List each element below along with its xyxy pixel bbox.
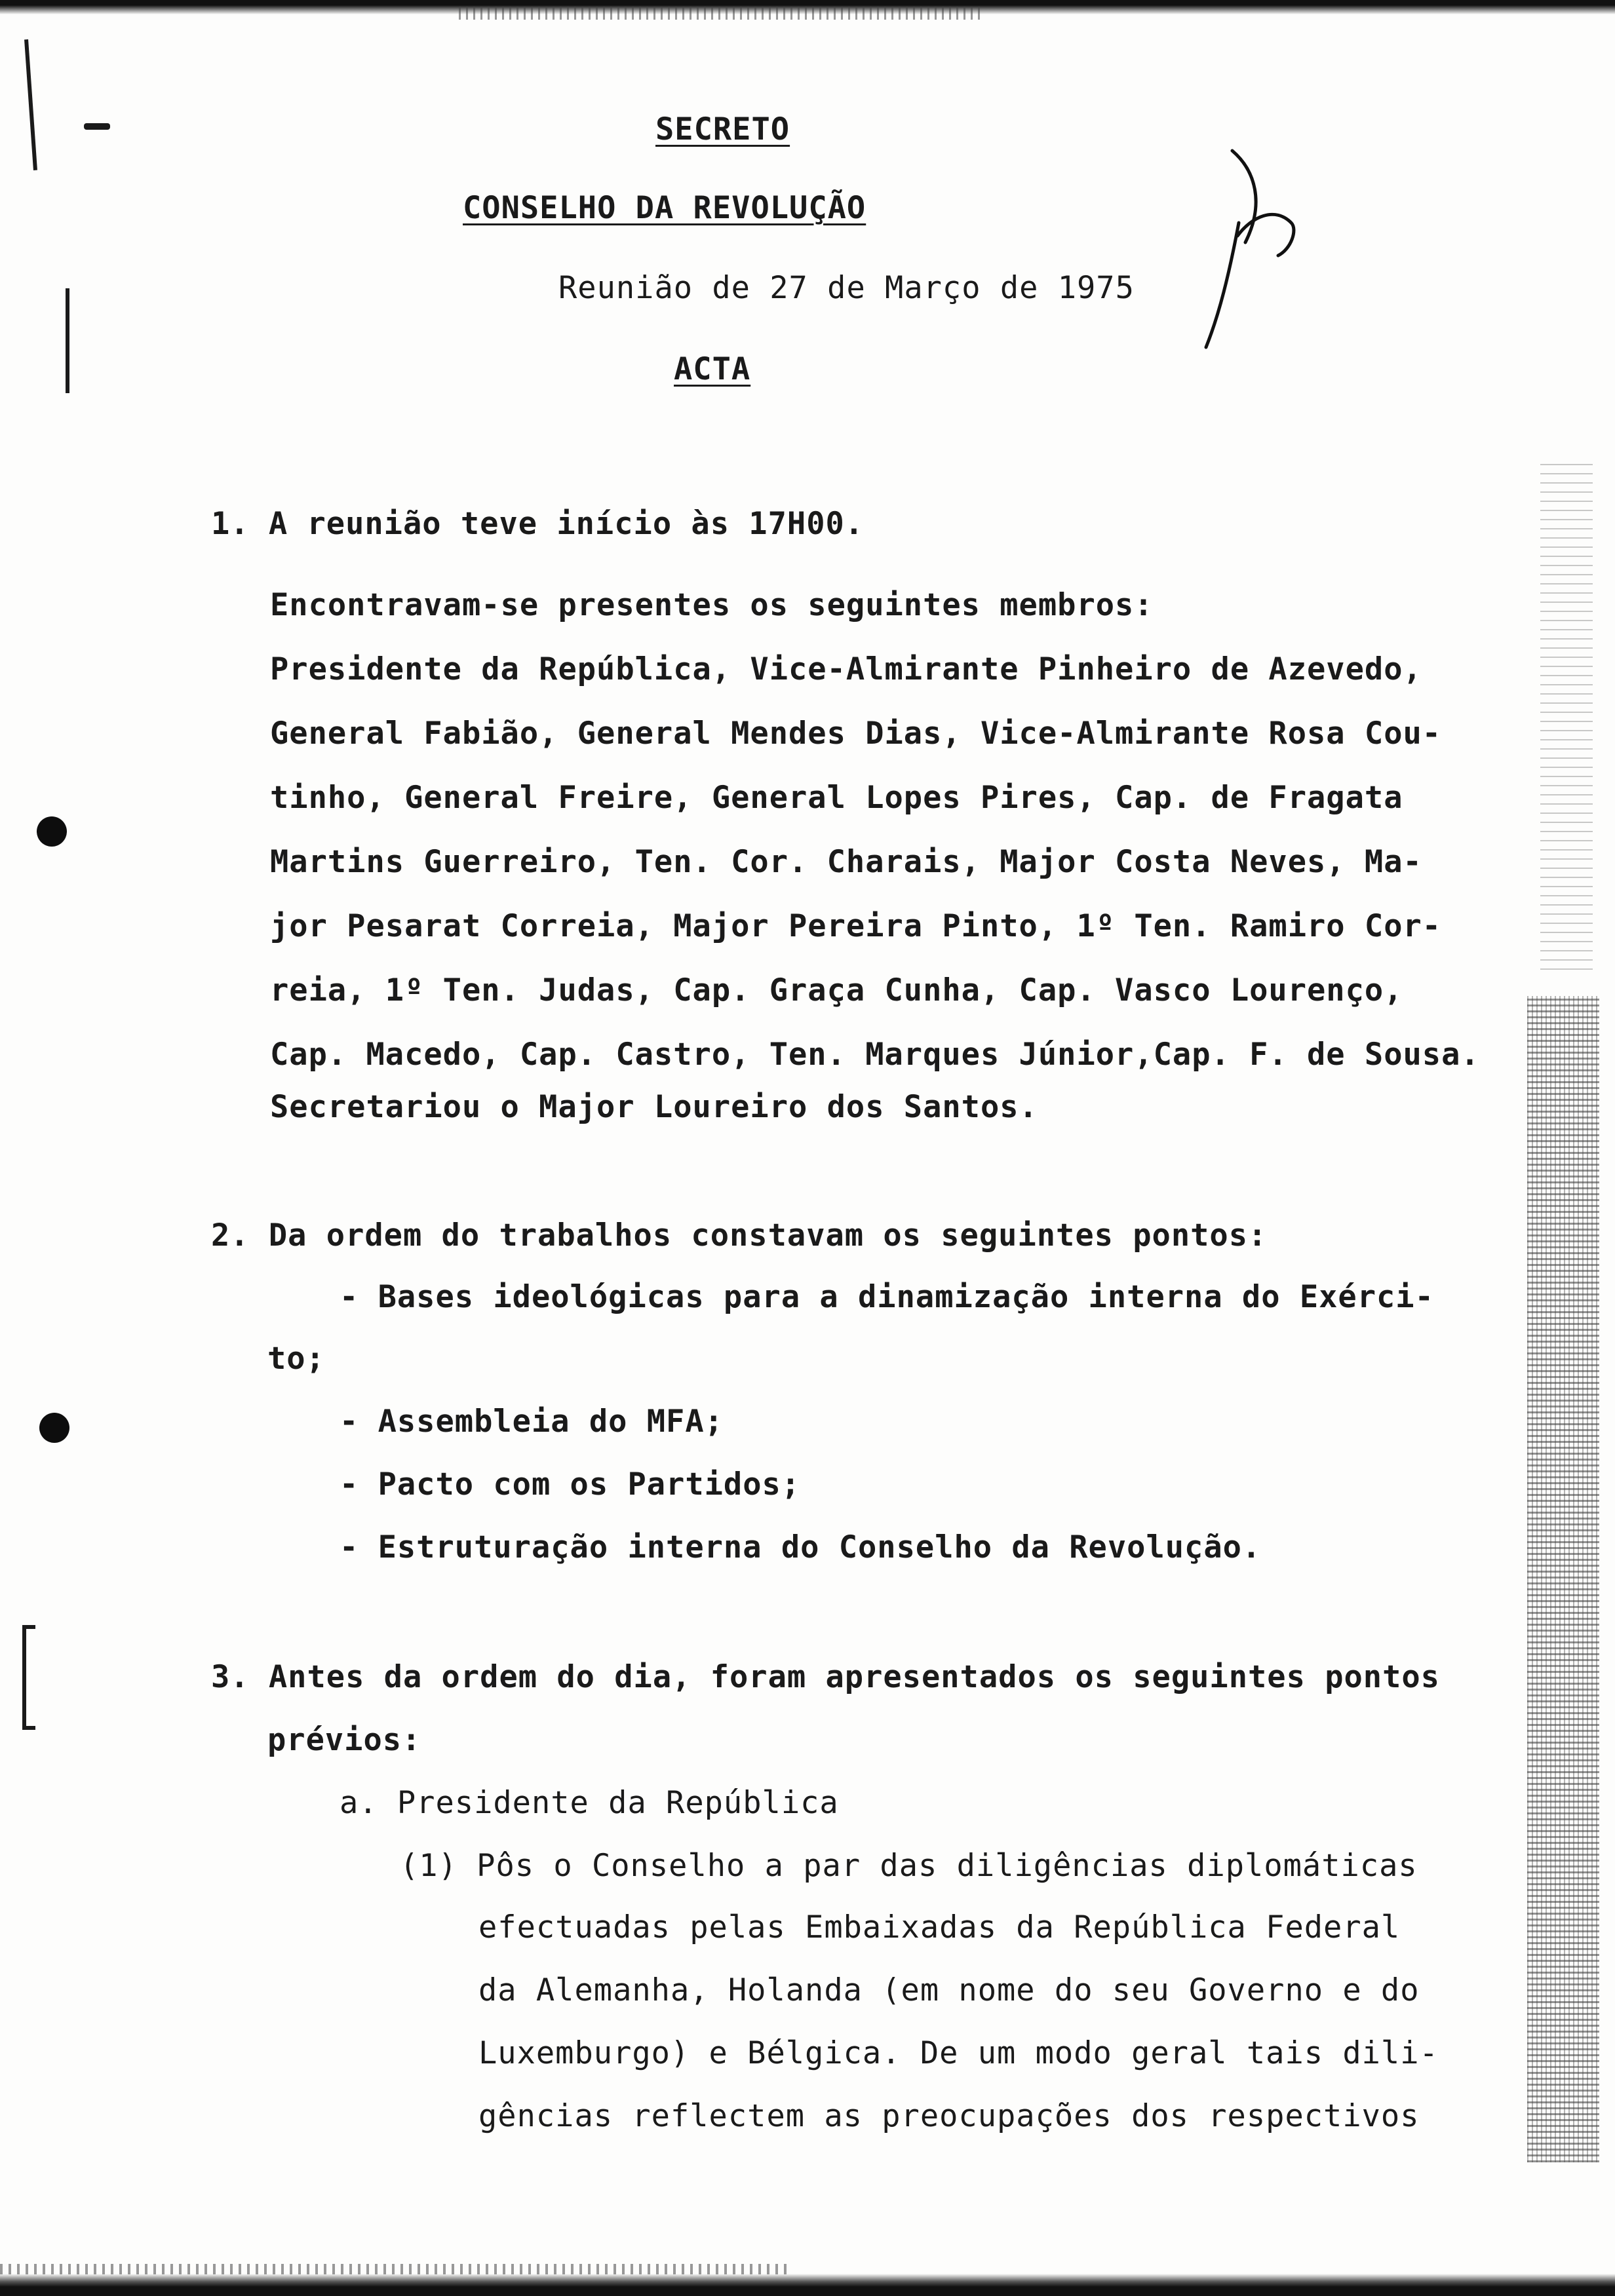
item-1-text: Martins Guerreiro, Ten. Cor. Charais, Major Costa Neves, Ma- <box>270 844 1422 880</box>
item-1-text: Encontravam-se presentes os seguintes membros: <box>270 587 1154 623</box>
item-3-text: prévios: <box>267 1722 421 1758</box>
item-3-a1-text: Luxemburgo) e Bélgica. De um modo geral tais dili- <box>478 2035 1439 2071</box>
item-1-text: Cap. Macedo, Cap. Castro, Ten. Marques Júnior,Cap. F. de Sousa. <box>270 1037 1480 1073</box>
item-2-text: - Bases ideológicas para a dinamização interna do Exérci- <box>340 1279 1434 1315</box>
item-1-text: tinho, General Freire, General Lopes Pires, Cap. de Fragata <box>270 780 1403 816</box>
item-1-text: jor Pesarat Correia, Major Pereira Pinto, 1º Ten. Ramiro Cor- <box>270 908 1442 944</box>
item-2-text: - Estruturação interna do Conselho da Revolução. <box>340 1529 1262 1565</box>
item-1-text: General Fabião, General Mendes Dias, Vice-Almirante Rosa Cou- <box>270 716 1442 752</box>
item-1-text: Secretariou o Major Loureiro dos Santos. <box>270 1089 1038 1125</box>
scan-bottom-edge <box>0 2274 1615 2296</box>
meeting-date-line: Reunião de 27 de Março de 1975 <box>558 270 1135 306</box>
item-2-text: to; <box>267 1341 325 1377</box>
organization-title: CONSELHO DA REVOLUÇÃO <box>463 190 866 226</box>
item-3-a1-text: (1) Pôs o Conselho a par das diligências diplomáticas <box>400 1848 1418 1884</box>
scan-left-bracket <box>22 1625 35 1629</box>
item-2-text: - Assembleia do MFA; <box>340 1404 724 1440</box>
scan-noise <box>0 2264 787 2274</box>
scan-right-edge-noise <box>1527 996 1599 2162</box>
scan-dash-mark <box>84 123 110 130</box>
item-3-subheading-a: a. Presidente da República <box>340 1785 839 1821</box>
scan-left-bracket <box>22 1726 35 1730</box>
item-3-a1-text: efectuadas pelas Embaixadas da República Federal <box>478 1909 1401 1945</box>
item-2-text: - Pacto com os Partidos; <box>340 1466 801 1502</box>
scan-left-bracket <box>22 1625 26 1730</box>
item-3-heading: 3. Antes da ordem do dia, foram apresentados os seguintes pontos <box>211 1659 1440 1695</box>
scan-noise <box>459 7 983 20</box>
punch-hole <box>39 1413 69 1443</box>
classification-label: SECRETO <box>655 111 790 147</box>
handwritten-mark <box>1193 144 1311 354</box>
scan-left-mark <box>66 288 69 393</box>
scan-right-edge-noise <box>1540 459 1593 970</box>
punch-hole <box>37 816 67 847</box>
scan-left-mark <box>24 39 37 170</box>
item-3-a1-text: da Alemanha, Holanda (em nome do seu Governo e do <box>478 1972 1420 2008</box>
item-3-a1-text: gências reflectem as preocupações dos respectivos <box>478 2098 1420 2134</box>
item-1-text: Presidente da República, Vice-Almirante Pinheiro de Azevedo, <box>270 651 1422 687</box>
document-type-title: ACTA <box>674 351 751 387</box>
item-1-heading: 1. A reunião teve início às 17H00. <box>211 506 865 542</box>
item-1-text: reia, 1º Ten. Judas, Cap. Graça Cunha, Cap. Vasco Lourenço, <box>270 972 1403 1008</box>
item-2-heading: 2. Da ordem do trabalhos constavam os seguintes pontos: <box>211 1217 1268 1253</box>
